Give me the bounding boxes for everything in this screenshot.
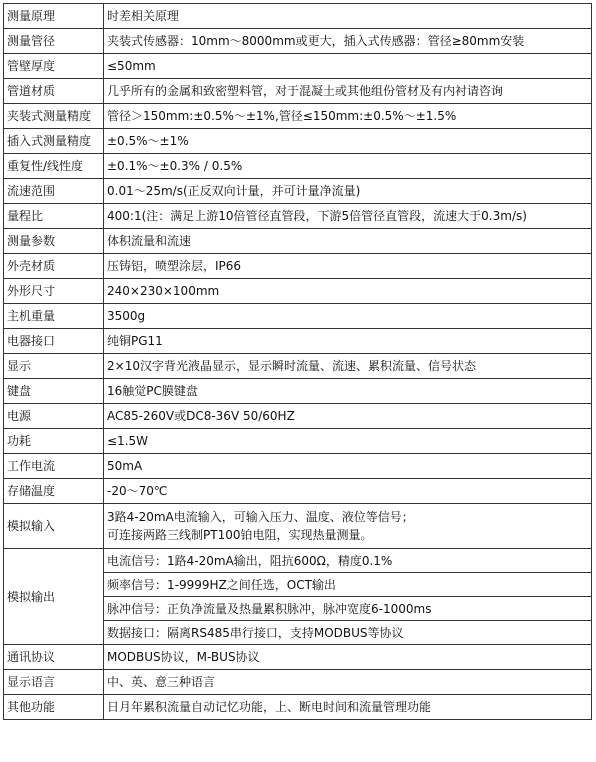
row-label: 外形尺寸 xyxy=(4,279,104,304)
table-row xyxy=(4,129,592,154)
table-row xyxy=(4,204,592,229)
analog-output-item: 脉冲信号：正负净流量及热量累积脉冲，脉冲宽度6-1000ms xyxy=(104,597,592,621)
row-value: ±0.5%～±1% xyxy=(104,129,592,154)
table-row xyxy=(4,179,592,204)
row-value: 16触觉PC膜键盘 xyxy=(104,379,592,404)
analog-input-row xyxy=(4,504,592,549)
spec-table xyxy=(3,3,592,720)
row-value: 2×10汉字背光液晶显示，显示瞬时流量、流速、累积流量、信号状态 xyxy=(104,354,592,379)
row-value: 压铸铝，喷塑涂层，IP66 xyxy=(104,254,592,279)
table-row xyxy=(4,79,592,104)
table-row xyxy=(4,479,592,504)
row-label: 测量管径 xyxy=(4,29,104,54)
row-label: 测量原理 xyxy=(4,4,104,29)
analog-output-row xyxy=(4,549,592,573)
row-value: 0.01～25m/s(正反双向计量，并可计量净流量) xyxy=(104,179,592,204)
analog-output-item: 频率信号：1-9999HZ之间任选，OCT输出 xyxy=(104,573,592,597)
row-label: 键盘 xyxy=(4,379,104,404)
row-label: 流速范围 xyxy=(4,179,104,204)
row-value: -20～70℃ xyxy=(104,479,592,504)
analog-output-label: 模拟输出 xyxy=(4,549,104,645)
row-value: MODBUS协议，M-BUS协议 xyxy=(104,645,592,670)
row-label: 电源 xyxy=(4,404,104,429)
row-value: ±0.1%～±0.3% / 0.5% xyxy=(104,154,592,179)
row-label: 测量参数 xyxy=(4,229,104,254)
row-value: 时差相关原理 xyxy=(104,4,592,29)
table-row xyxy=(4,29,592,54)
row-label: 管道材质 xyxy=(4,79,104,104)
table-row xyxy=(4,254,592,279)
table-row xyxy=(4,645,592,670)
table-row xyxy=(4,404,592,429)
table-row xyxy=(4,229,592,254)
row-label: 主机重量 xyxy=(4,304,104,329)
table-row xyxy=(4,279,592,304)
table-row xyxy=(4,354,592,379)
analog-output-item: 数据接口：隔离RS485串行接口，支持MODBUS等协议 xyxy=(104,621,592,645)
row-value: 3500g xyxy=(104,304,592,329)
row-value: 体积流量和流速 xyxy=(104,229,592,254)
row-label: 插入式测量精度 xyxy=(4,129,104,154)
analog-input-line: 3路4-20mA电流输入，可输入压力、温度、液位等信号； xyxy=(107,510,414,524)
row-label: 显示语言 xyxy=(4,670,104,695)
row-label: 管壁厚度 xyxy=(4,54,104,79)
table-row xyxy=(4,54,592,79)
row-value: 50mA xyxy=(104,454,592,479)
row-label: 通讯协议 xyxy=(4,645,104,670)
row-label: 量程比 xyxy=(4,204,104,229)
analog-input-label: 模拟输入 xyxy=(4,504,104,549)
table-row xyxy=(4,695,592,720)
row-value: 几乎所有的金属和致密塑料管，对于混凝土或其他组份管材及有内衬请咨询 xyxy=(104,79,592,104)
row-value: 纯铜PG11 xyxy=(104,329,592,354)
row-label: 电器接口 xyxy=(4,329,104,354)
analog-input-line: 可连接两路三线制PT100铂电阻，实现热量测量。 xyxy=(107,528,373,542)
row-value: 管径＞150mm:±0.5%～±1%,管径≤150mm:±0.5%～±1.5% xyxy=(104,104,592,129)
analog-input-value xyxy=(104,504,592,549)
row-label: 工作电流 xyxy=(4,454,104,479)
table-row xyxy=(4,154,592,179)
table-row xyxy=(4,454,592,479)
row-value: 400:1(注：满足上游10倍管径直管段，下游5倍管径直管段，流速大于0.3m/s) xyxy=(104,204,592,229)
row-value: 中、英、意三种语言 xyxy=(104,670,592,695)
row-label: 夹装式测量精度 xyxy=(4,104,104,129)
row-label: 外壳材质 xyxy=(4,254,104,279)
table-row xyxy=(4,670,592,695)
row-value: ≤50mm xyxy=(104,54,592,79)
table-row xyxy=(4,104,592,129)
row-value: ≤1.5W xyxy=(104,429,592,454)
row-label: 显示 xyxy=(4,354,104,379)
table-row xyxy=(4,379,592,404)
row-value: AC85-260V或DC8-36V 50/60HZ xyxy=(104,404,592,429)
table-row xyxy=(4,4,592,29)
analog-output-item: 电流信号：1路4-20mA输出，阻抗600Ω，精度0.1% xyxy=(104,549,592,573)
row-value: 240×230×100mm xyxy=(104,279,592,304)
row-label: 存储温度 xyxy=(4,479,104,504)
row-value: 日月年累积流量自动记忆功能，上、断电时间和流量管理功能 xyxy=(104,695,592,720)
table-row xyxy=(4,429,592,454)
row-label: 重复性/线性度 xyxy=(4,154,104,179)
row-label: 功耗 xyxy=(4,429,104,454)
row-label: 其他功能 xyxy=(4,695,104,720)
table-row xyxy=(4,329,592,354)
table-row xyxy=(4,304,592,329)
row-value: 夹装式传感器：10mm～8000mm或更大，插入式传感器：管径≥80mm安装 xyxy=(104,29,592,54)
